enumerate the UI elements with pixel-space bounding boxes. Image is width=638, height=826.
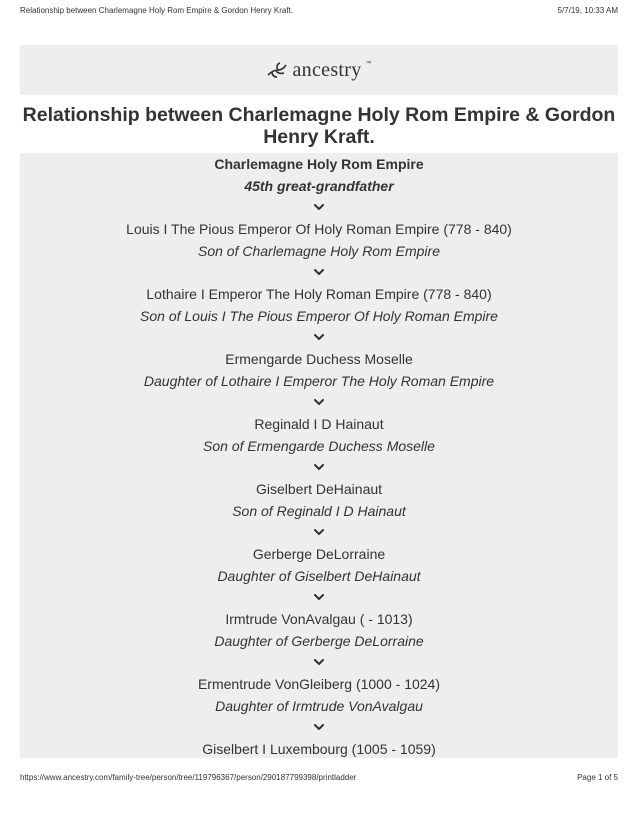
ladder-entry [20,608,618,652]
ladder-entry [20,153,618,197]
person-name[interactable]: Lothaire I Emperor The Holy Roman Empire (778 - 840) [146,286,492,302]
logo-trademark: ™ [365,61,372,67]
chevron-down-icon [20,717,618,738]
person-relation: Daughter of Gerberge DeLorraine [214,633,424,649]
ancestry-logo[interactable] [266,59,371,82]
ladder-entry [20,348,618,392]
chevron-down-icon [20,327,618,348]
person-relation: Son of Reginald I D Hainaut [232,503,406,519]
chevron-down-icon [20,587,618,608]
person-relation: Son of Louis I The Pious Emperor Of Holy Roman Empire [140,308,498,324]
leaf-logo-icon [266,61,288,79]
print-footer [0,770,638,790]
person-relation: Daughter of Giselbert DeHainaut [217,568,421,584]
ladder-entry [20,738,618,758]
ladder-entry [20,283,618,327]
person-name[interactable]: Charlemagne Holy Rom Empire [214,156,424,172]
ladder-entry [20,218,618,262]
logo-bar [20,45,618,95]
ladder-entry [20,478,618,522]
ladder-entry [20,413,618,457]
person-name[interactable]: Reginald I D Hainaut [254,416,384,432]
person-name[interactable]: Louis I The Pious Emperor Of Holy Roman Empire (778 - 840) [126,221,512,237]
person-name[interactable]: Giselbert I Luxembourg (1005 - 1059) [202,741,436,757]
chevron-down-icon [20,457,618,478]
chevron-down-icon [20,262,618,283]
ladder-entry [20,543,618,587]
chevron-down-icon [20,197,618,218]
person-relation: Son of Ermengarde Duchess Moselle [203,438,435,454]
person-relation: Daughter of Irmtrude VonAvalgau [215,698,423,714]
chevron-down-icon [20,652,618,673]
print-footer-page: Page 1 of 5 [577,773,618,782]
print-footer-url: https://www.ancestry.com/family-tree/person/tree/119796367/person/290187799398/printladder [20,773,357,782]
person-relation: Daughter of Lothaire I Emperor The Holy Roman Empire [143,373,495,389]
person-name[interactable]: Irmtrude VonAvalgau ( - 1013) [225,611,413,627]
person-name[interactable]: Gerberge DeLorraine [252,546,386,562]
person-name[interactable]: Ermengarde Duchess Moselle [225,351,413,367]
chevron-down-icon [20,522,618,543]
person-name[interactable]: Ermentrude VonGleiberg (1000 - 1024) [197,676,441,692]
person-name[interactable]: Giselbert DeHainaut [255,481,383,497]
relationship-ladder [20,153,618,758]
print-header [0,0,638,20]
print-header-datetime: 5/7/19, 10:33 AM [557,6,618,15]
chevron-down-icon [20,392,618,413]
print-header-title: Relationship between Charlemagne Holy Rom Empire & Gordon Henry Kraft. [20,6,294,15]
person-relation: Son of Charlemagne Holy Rom Empire [198,243,440,259]
ladder-entry [20,673,618,717]
logo-wordmark: ancestry [292,58,362,81]
page-title: Relationship between Charlemagne Holy Rom Empire & Gordon Henry Kraft. [22,104,616,148]
person-relation: 45th great-grandfather [244,178,394,194]
